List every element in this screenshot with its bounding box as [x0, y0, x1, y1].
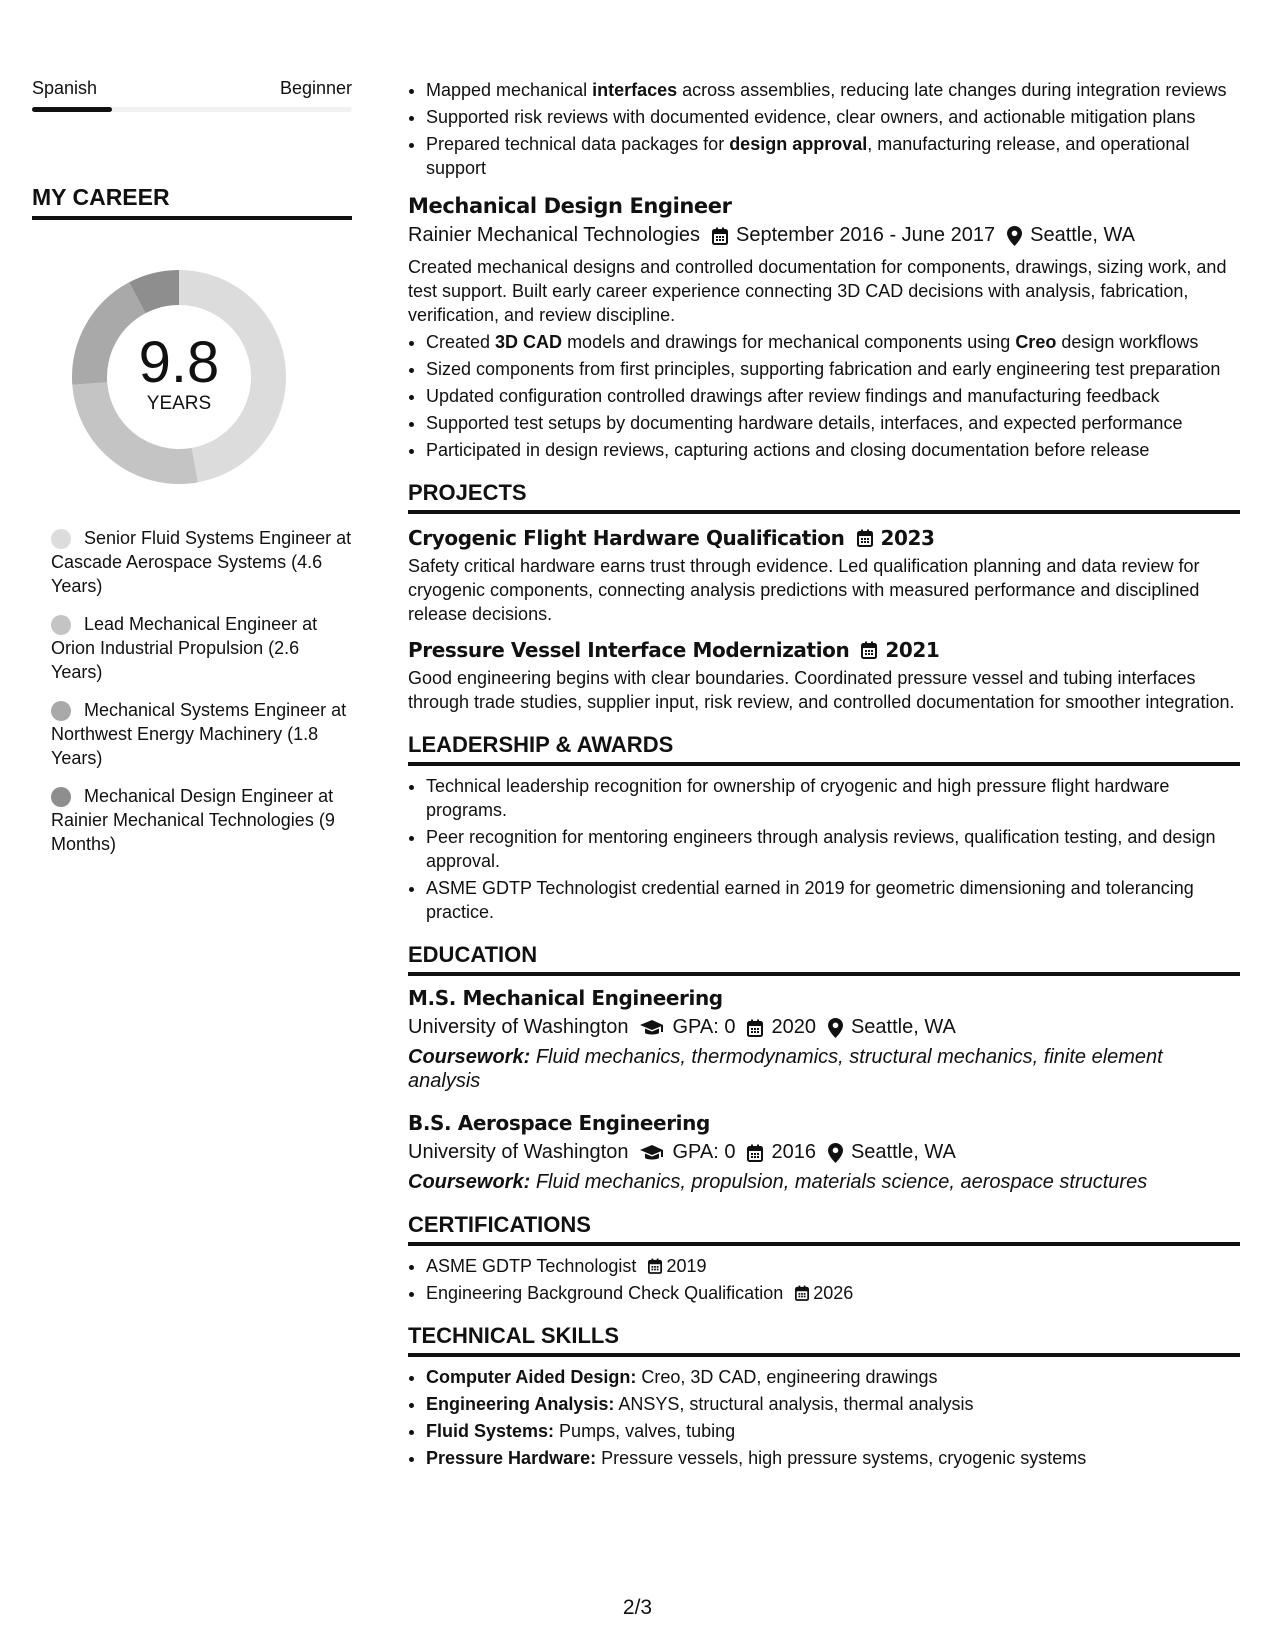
job-company: Rainier Mechanical Technologies: [408, 224, 701, 246]
skills-heading: TECHNICAL SKILLS: [408, 1323, 1240, 1357]
project-title-row: [408, 638, 1240, 662]
calendar-icon: [861, 641, 877, 659]
degree-title: M.S. Mechanical Engineering: [408, 986, 723, 1010]
list-item: • Participated in design reviews, capturing actions and closing documentation before release: [426, 438, 1240, 462]
project-description: Good engineering begins with clear boundaries. Coordinated pressure vessel and tubing interfaces through trade studies, supplier input, risk review, and controlled documentation for smoother integration.: [408, 668, 1235, 712]
location-pin-icon: [1007, 226, 1022, 246]
job-title: Mechanical Design Engineer: [408, 194, 732, 218]
cert-name: • Engineering Background Check Qualification: [426, 1283, 784, 1303]
leadership-list: [408, 774, 1240, 924]
certifications-heading: CERTIFICATIONS: [408, 1212, 1240, 1246]
list-item: • Sized components from first principles, supporting fabrication and early engineering test preparation: [426, 357, 1240, 381]
school-location: Seattle, WA: [850, 1016, 956, 1038]
donut-center: [64, 262, 294, 492]
project-title-row: [408, 526, 1240, 550]
career-legend-text: Mechanical Systems Engineer at Northwest Energy Machinery (1.8 Years): [51, 700, 347, 768]
list-item: • Computer Aided Design: Creo, 3D CAD, engineering drawings: [426, 1365, 1240, 1389]
leadership-heading: LEADERSHIP & AWARDS: [408, 732, 1240, 766]
career-legend: [32, 526, 352, 856]
cert-year: 2019: [666, 1256, 707, 1276]
project-title: Pressure Vessel Interface Modernization: [408, 638, 850, 662]
projects-heading: PROJECTS: [408, 480, 1240, 514]
career-donut-chart: [64, 262, 294, 492]
language-row: [32, 78, 352, 99]
list-item: [426, 1281, 1240, 1305]
list-item: • ASME GDTP Technologist credential earned in 2019 for geometric dimensioning and tolerancing practice.: [426, 876, 1240, 924]
school-location: Seattle, WA: [850, 1141, 956, 1163]
main-content: [408, 78, 1240, 1473]
list-item: • Mapped mechanical interfaces across assemblies, reducing late changes during integration reviews: [426, 78, 1240, 102]
degree-title: B.S. Aerospace Engineering: [408, 1111, 710, 1135]
career-total-years: 9.8: [138, 330, 220, 395]
language-proficiency-fill: [32, 107, 112, 112]
list-item: • Supported test setups by documenting hardware details, interfaces, and expected performance: [426, 411, 1240, 435]
project-description: Safety critical hardware earns trust through evidence. Led qualification planning and data review for cryogenic components, connecting analysis predictions with measured performance and disciplined release decisions.: [408, 556, 1200, 624]
career-legend-text: Mechanical Design Engineer at Rainier Mechanical Technologies (9 Months): [51, 786, 335, 854]
coursework: Coursework: Fluid mechanics, propulsion, materials science, aerospace structures: [408, 1171, 1148, 1193]
legend-dot-icon: [51, 615, 71, 635]
skills-list: [408, 1365, 1240, 1470]
calendar-icon: [712, 227, 728, 245]
graduation-cap-icon: [640, 1145, 664, 1161]
career-legend-item: [51, 526, 352, 598]
calendar-icon: [747, 1019, 763, 1037]
previous-job-bullets: [408, 78, 1240, 180]
career-legend-item: [51, 784, 352, 856]
calendar-icon: [747, 1144, 763, 1162]
gpa: GPA: 0: [672, 1016, 736, 1038]
project-year: 2023: [880, 526, 935, 550]
calendar-icon: [857, 529, 873, 547]
gpa: GPA: 0: [672, 1141, 736, 1163]
calendar-icon: [795, 1285, 809, 1301]
list-item: • Created 3D CAD models and drawings for mechanical components using Creo design workflows: [426, 330, 1240, 354]
list-item: • Prepared technical data packages for design approval, manufacturing release, and operational support: [426, 132, 1240, 180]
location-pin-icon: [828, 1143, 843, 1163]
school-name: University of Washington: [408, 1141, 629, 1163]
education-heading: EDUCATION: [408, 942, 1240, 976]
list-item: • Updated configuration controlled drawings after review findings and manufacturing feedback: [426, 384, 1240, 408]
career-legend-item: [51, 698, 352, 770]
job-summary: Created mechanical designs and controlled documentation for components, drawings, sizing work, and test support. Built early career experience connecting 3D CAD decisions with analysis, fabrication, verification, and review discipline.: [408, 257, 1227, 325]
job-bullets: [408, 330, 1240, 462]
coursework: Coursework: Fluid mechanics, thermodynamics, structural mechanics, finite element analysis: [408, 1046, 1163, 1092]
cert-name: • ASME GDTP Technologist: [426, 1256, 637, 1276]
list-item: • Engineering Analysis: ANSYS, structural analysis, thermal analysis: [426, 1392, 1240, 1416]
job-location: Seattle, WA: [1030, 224, 1135, 246]
location-pin-icon: [828, 1018, 843, 1038]
list-item: • Fluid Systems: Pumps, valves, tubing: [426, 1419, 1240, 1443]
language-name: Spanish: [32, 78, 98, 98]
calendar-icon: [648, 1258, 662, 1274]
page-number: 2/3: [622, 1596, 653, 1619]
education-meta: [408, 1141, 1240, 1164]
project-year: 2021: [885, 638, 940, 662]
cert-year: 2026: [813, 1283, 854, 1303]
education-meta: [408, 1016, 1240, 1039]
graduation-year: 2016: [771, 1141, 816, 1163]
list-item: • Supported risk reviews with documented evidence, clear owners, and actionable mitigation plans: [426, 105, 1240, 129]
career-heading: MY CAREER: [32, 184, 352, 220]
list-item: • Pressure Hardware: Pressure vessels, high pressure systems, cryogenic systems: [426, 1446, 1240, 1470]
career-total-unit: YEARS: [146, 393, 212, 414]
sidebar: [32, 78, 352, 870]
career-legend-text: Lead Mechanical Engineer at Orion Industrial Propulsion (2.6 Years): [51, 614, 318, 682]
school-name: University of Washington: [408, 1016, 629, 1038]
legend-dot-icon: [51, 787, 71, 807]
list-item: • Peer recognition for mentoring engineers through analysis reviews, qualification testing, and design approval.: [426, 825, 1240, 873]
language-proficiency-bar: [32, 107, 352, 112]
project-title: Cryogenic Flight Hardware Qualification: [408, 526, 845, 550]
job-meta: [408, 224, 1240, 247]
graduation-cap-icon: [640, 1020, 664, 1036]
legend-dot-icon: [51, 529, 71, 549]
career-legend-item: [51, 612, 352, 684]
list-item: • Technical leadership recognition for ownership of cryogenic and high pressure flight hardware programs.: [426, 774, 1240, 822]
career-legend-text: Senior Fluid Systems Engineer at Cascade Aerospace Systems (4.6 Years): [51, 528, 352, 596]
job-dates: September 2016 - June 2017: [736, 224, 996, 246]
legend-dot-icon: [51, 701, 71, 721]
list-item: [426, 1254, 1240, 1278]
certifications-list: [408, 1254, 1240, 1305]
graduation-year: 2020: [771, 1016, 816, 1038]
language-level: Beginner: [279, 78, 352, 98]
